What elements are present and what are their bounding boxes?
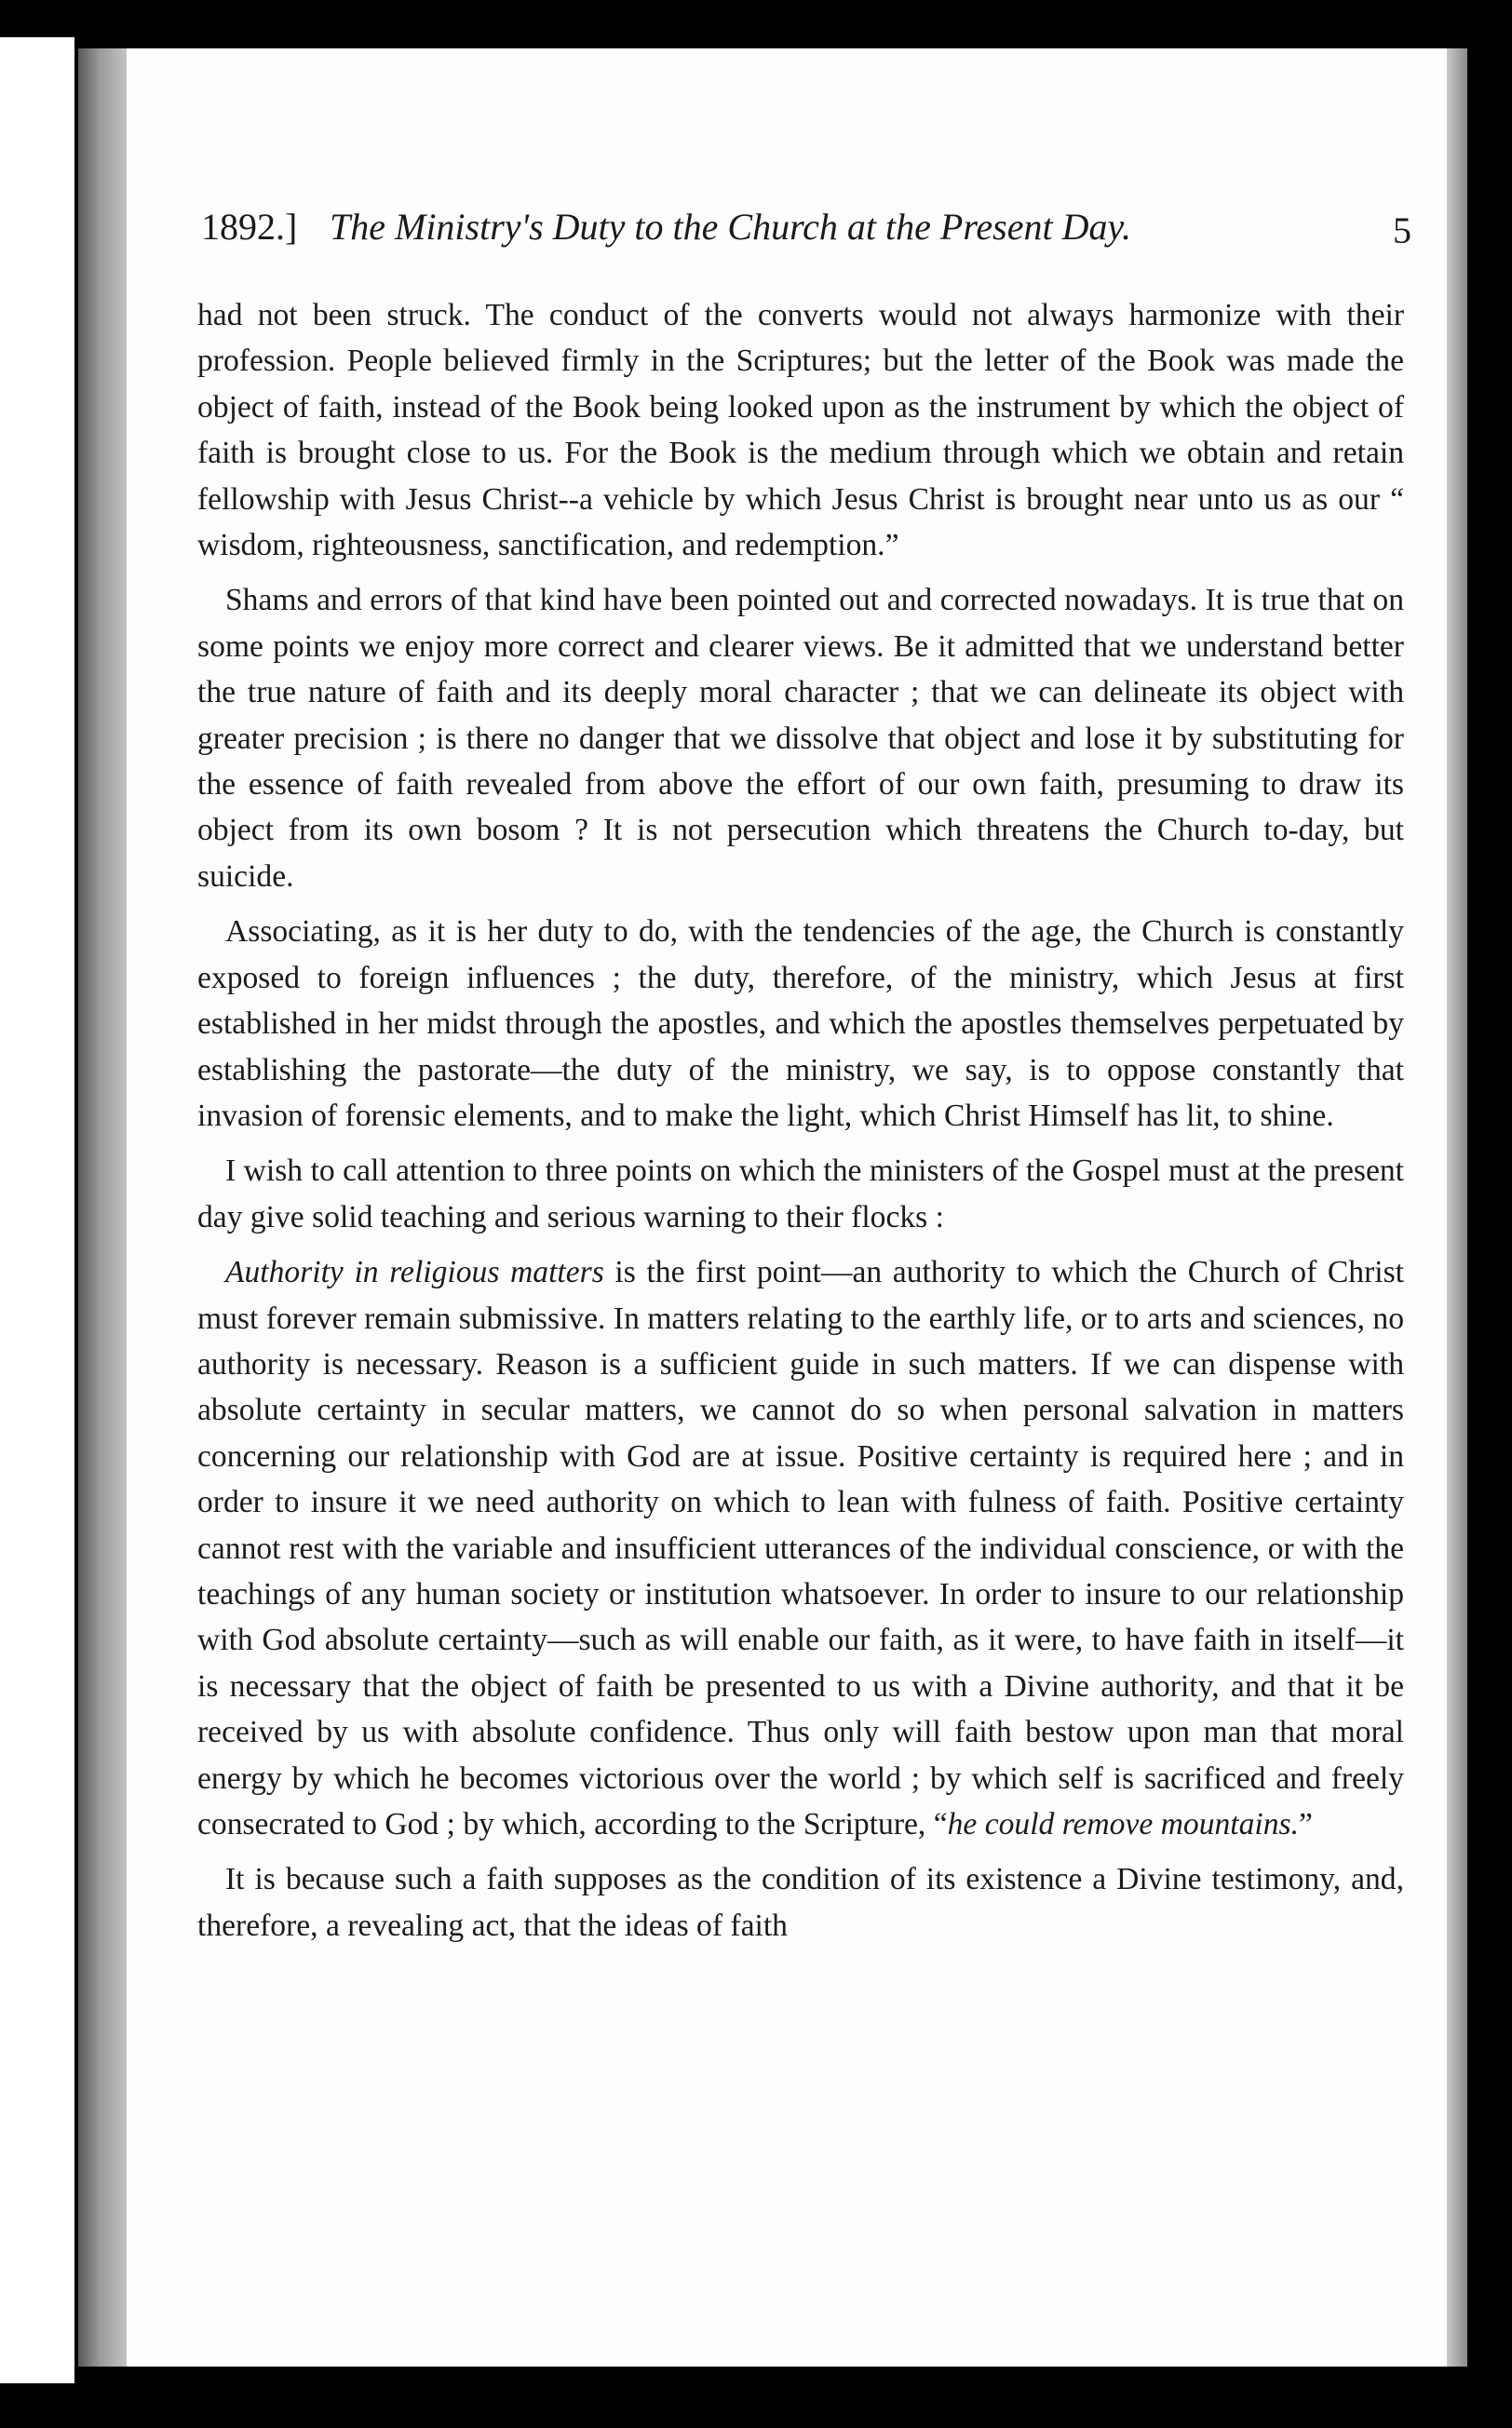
authority-text: is the first point—an authority to which the Church of Christ must forever remain submissive. In matters relating to the earthly life, or to arts and sciences, no authority is necessary. Reason is a sufficient guide in such matters. If we can dispense with absolute certainty in secular matters, we cannot do so when personal salvation in matters concerning our relationship with God are at issue. Positive certainty is required here ; and in order to insure it we need authority on which to lean with fulness of faith. Positive certainty cannot rest with the variable and insufficient utterances of the individual conscience, or with the teachings of any human society or institution whatsoever. In order to insure to our relationship with God absolute certainty—such as will enable our faith, as it were, to have faith in itself—it is necessary that the object of faith be presented to us with a Divine authority, and that it be received by us with absolute confidence. Thus only will faith bestow upon man that moral energy by which he becomes victorious over the world ; by which self is sacrificed and freely consecrated to God ; by which, according to the Scripture, “	[197, 1255, 1404, 1841]
body-text	[197, 292, 1404, 1949]
paragraph-divine-testimony: It is because such a faith supposes as the condition of its existence a Divine testimony, and, therefore, a revealing act, that the ideas of faith	[197, 1862, 1404, 1943]
header-year: 1892.]	[201, 206, 298, 248]
paragraph-associating: Associating, as it is her duty to do, with the tendencies of the age, the Church is constantly exposed to foreign influences ; the duty, therefore, of the ministry, which Jesus at first established in her midst through the apostles, and which the apostles themselves perpetuated by establishing the pastorate—the duty of the ministry, we say, is to oppose constantly that invasion of forensic elements, and to make the light, which Christ Himself has lit, to shine.	[197, 914, 1404, 1133]
book-page	[127, 48, 1447, 2367]
page-edge-right	[1447, 48, 1467, 2367]
running-header	[201, 205, 1411, 261]
quote-close: ”	[1299, 1807, 1313, 1841]
paragraph-shams: Shams and errors of that kind have been pointed out and corrected nowadays. It is true that on some points we enjoy more correct and clearer views. Be it admitted that we understand better the true nature of faith and its deeply moral character ; that we can delineate its object with greater precision ; is there no danger that we dissolve that object and lose it by substituting for the essence of faith revealed from above the effort of our own faith, presuming to draw its object from its own bosom ? It is not persecution which threatens the Church to-day, but suicide.	[197, 583, 1404, 894]
paragraph-three-points: I wish to call attention to three points on which the ministers of the Gospel must at the present day give solid teaching and serious warning to their flocks :	[197, 1153, 1404, 1234]
mountains-quote: he could remove mountains.	[947, 1807, 1299, 1841]
paragraph-continued: had not been struck. The conduct of the converts would not always harmonize with their profession. People believed firmly in the Scriptures; but the letter of the Book was made the object of faith, instead of the Book being looked upon as the instrument by which the object of faith is brought close to us. For the Book is the medium through which we obtain and retain fellowship with Jesus Christ--a vehicle by which Jesus Christ is brought near unto us as our “ wisdom, righteousness, sanctification, and redemption.”	[197, 298, 1404, 563]
authority-heading: Authority in religious matters	[225, 1255, 604, 1290]
scan-margin-left	[0, 37, 74, 2383]
book-binding-shadow	[78, 48, 127, 2367]
paragraph-authority	[197, 1249, 1404, 1847]
page-number: 5	[1393, 209, 1411, 251]
running-title: The Ministry's Duty to the Church at the Present Day.	[330, 206, 1132, 248]
